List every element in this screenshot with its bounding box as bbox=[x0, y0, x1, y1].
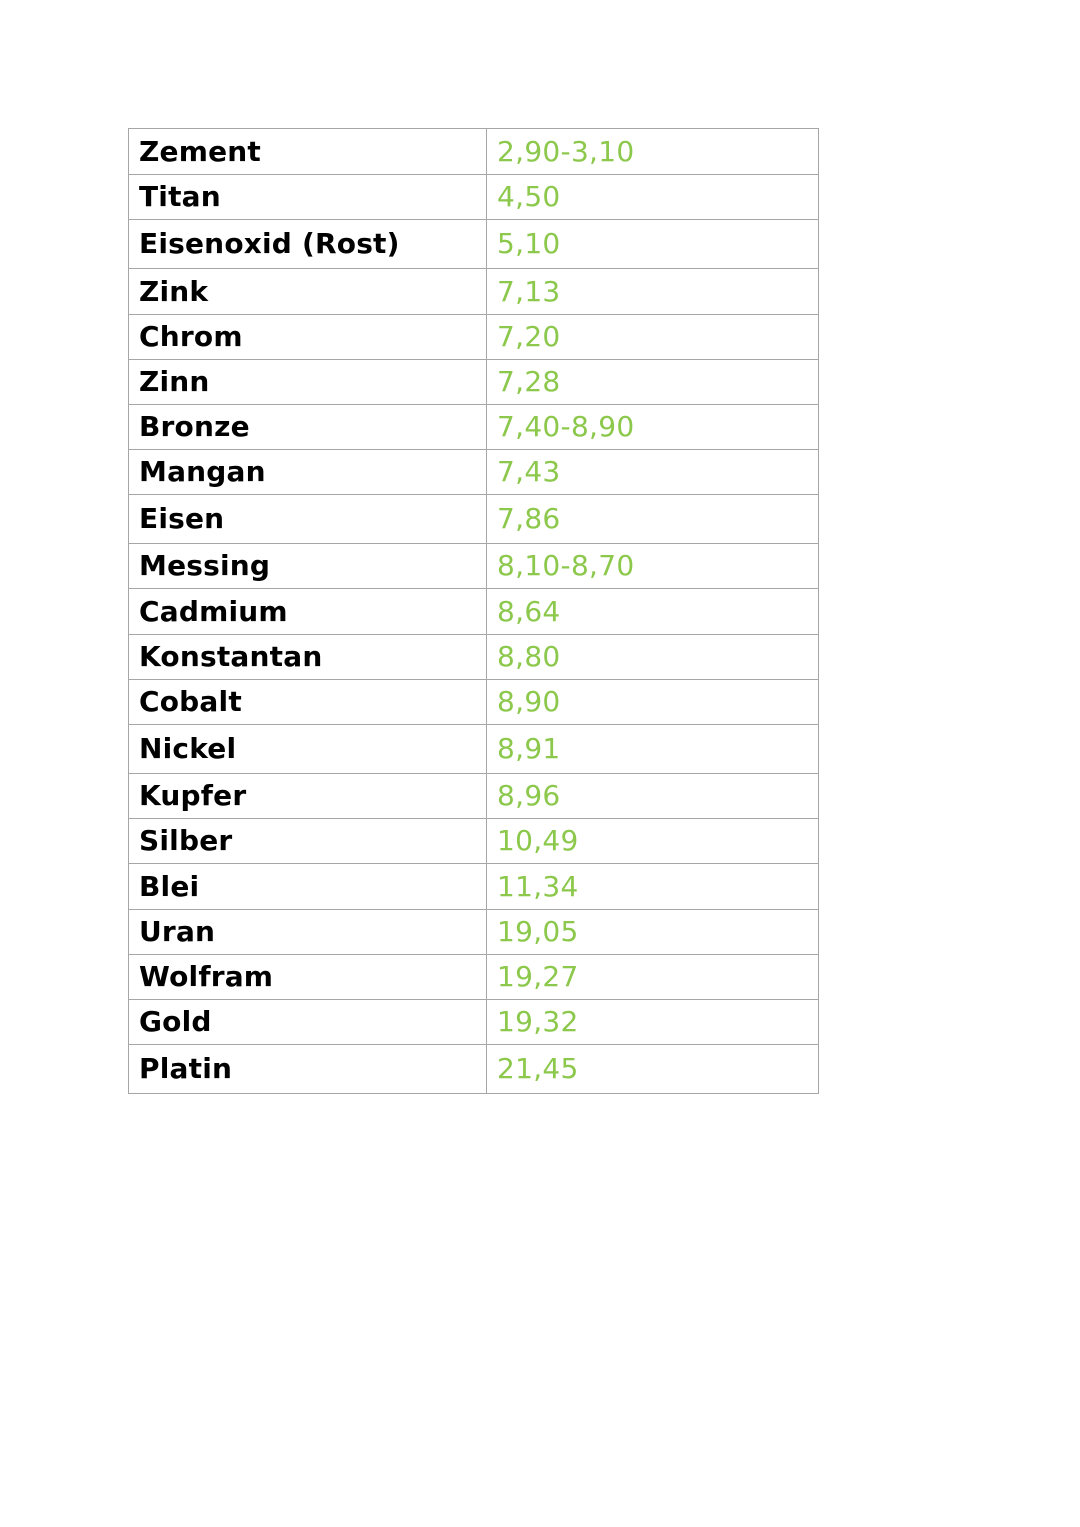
material-name: Silber bbox=[129, 819, 487, 864]
material-name: Cobalt bbox=[129, 680, 487, 725]
material-name: Chrom bbox=[129, 315, 487, 360]
density-value: 5,10 bbox=[487, 220, 819, 269]
table-row bbox=[129, 450, 819, 495]
table-row bbox=[129, 725, 819, 774]
material-name: Platin bbox=[129, 1045, 487, 1094]
material-name: Zement bbox=[129, 129, 487, 175]
density-table-body bbox=[129, 129, 819, 1094]
table-row bbox=[129, 269, 819, 315]
material-name: Kupfer bbox=[129, 774, 487, 819]
table-row bbox=[129, 220, 819, 269]
density-value: 8,64 bbox=[487, 589, 819, 635]
density-value: 7,20 bbox=[487, 315, 819, 360]
density-value: 8,91 bbox=[487, 725, 819, 774]
density-table bbox=[128, 128, 819, 1094]
material-name: Eisen bbox=[129, 495, 487, 544]
density-value: 4,50 bbox=[487, 175, 819, 220]
table-row bbox=[129, 495, 819, 544]
material-name: Nickel bbox=[129, 725, 487, 774]
table-row bbox=[129, 680, 819, 725]
density-value: 11,34 bbox=[487, 864, 819, 910]
density-value: 7,13 bbox=[487, 269, 819, 315]
density-value: 8,96 bbox=[487, 774, 819, 819]
density-value: 8,10-8,70 bbox=[487, 544, 819, 589]
density-value: 19,27 bbox=[487, 955, 819, 1000]
table-row bbox=[129, 129, 819, 175]
table-row bbox=[129, 910, 819, 955]
density-value: 8,80 bbox=[487, 635, 819, 680]
table-row bbox=[129, 589, 819, 635]
density-value: 8,90 bbox=[487, 680, 819, 725]
material-name: Zink bbox=[129, 269, 487, 315]
table-row bbox=[129, 360, 819, 405]
material-name: Bronze bbox=[129, 405, 487, 450]
table-row bbox=[129, 864, 819, 910]
table-row bbox=[129, 544, 819, 589]
material-name: Blei bbox=[129, 864, 487, 910]
table-row bbox=[129, 635, 819, 680]
density-value: 7,43 bbox=[487, 450, 819, 495]
material-name: Messing bbox=[129, 544, 487, 589]
material-name: Cadmium bbox=[129, 589, 487, 635]
density-value: 7,28 bbox=[487, 360, 819, 405]
density-value: 10,49 bbox=[487, 819, 819, 864]
density-value: 7,86 bbox=[487, 495, 819, 544]
material-name: Mangan bbox=[129, 450, 487, 495]
density-value: 7,40-8,90 bbox=[487, 405, 819, 450]
table-row bbox=[129, 819, 819, 864]
material-name: Zinn bbox=[129, 360, 487, 405]
material-name: Titan bbox=[129, 175, 487, 220]
density-value: 19,05 bbox=[487, 910, 819, 955]
material-name: Eisenoxid (Rost) bbox=[129, 220, 487, 269]
table-row bbox=[129, 1045, 819, 1094]
material-name: Uran bbox=[129, 910, 487, 955]
material-name: Konstantan bbox=[129, 635, 487, 680]
table-row bbox=[129, 175, 819, 220]
table-row bbox=[129, 1000, 819, 1045]
table-row bbox=[129, 774, 819, 819]
material-name: Wolfram bbox=[129, 955, 487, 1000]
density-value: 21,45 bbox=[487, 1045, 819, 1094]
density-value: 2,90-3,10 bbox=[487, 129, 819, 175]
density-value: 19,32 bbox=[487, 1000, 819, 1045]
material-name: Gold bbox=[129, 1000, 487, 1045]
table-row bbox=[129, 955, 819, 1000]
table-row bbox=[129, 405, 819, 450]
table-row bbox=[129, 315, 819, 360]
